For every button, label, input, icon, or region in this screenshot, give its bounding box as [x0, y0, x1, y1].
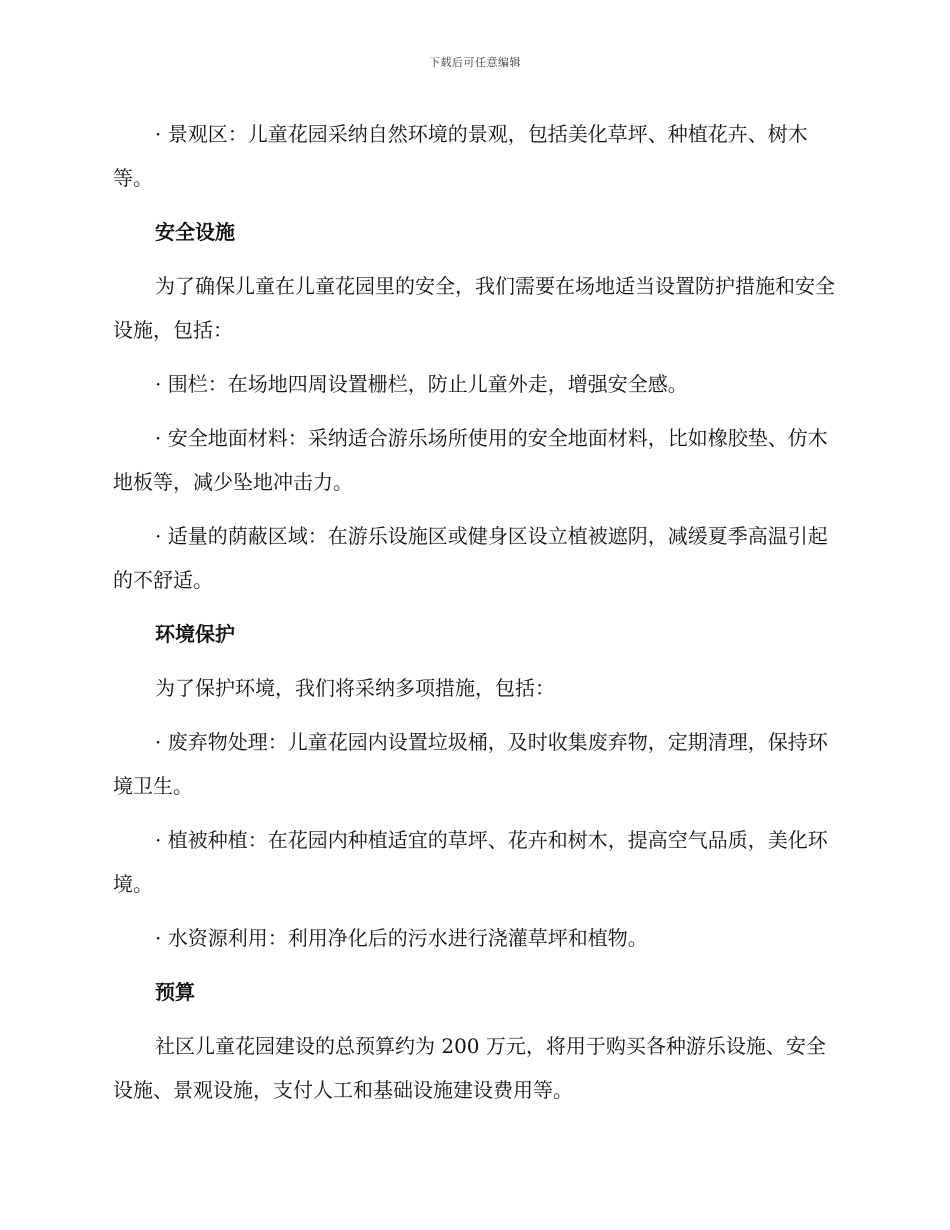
section-heading-budget: 预算 — [155, 980, 195, 1004]
paragraph-waste: · 废弃物处理：儿童花园内设置垃圾桶，及时收集废弃物，定期清理，保持环境卫生。 — [113, 730, 828, 798]
paragraph-environment-intro: 为了保护环境，我们将采纳多项措施，包括： — [155, 676, 555, 700]
section-heading-environment: 环境保护 — [155, 622, 235, 646]
document-body — [113, 112, 838, 1122]
paragraph-shade-area: · 适量的荫蔽区域：在游乐设施区或健身区设立植被遮阴，减缓夏季高温引起的不舒适。 — [113, 524, 828, 592]
paragraph-budget: 社区儿童花园建设的总预算约为 200 万元，将用于购买各种游乐设施、安全设施、景观设施，支付人工和基础设施建设费用等。 — [113, 1034, 826, 1102]
page-header: 下载后可任意编辑 — [429, 56, 521, 69]
section-heading-safety: 安全设施 — [155, 220, 235, 244]
paragraph-safety-ground: · 安全地面材料：采纳适合游乐场所使用的安全地面材料，比如橡胶垫、仿木地板等，减少坠地冲击力。 — [113, 426, 828, 494]
paragraph-water: · 水资源利用：利用净化后的污水进行浇灌草坪和植物。 — [155, 926, 648, 950]
paragraph-vegetation: · 植被种植：在花园内种植适宜的草坪、花卉和树木，提高空气品质，美化环境。 — [113, 828, 828, 896]
paragraph-safety-intro: 为了确保儿童在儿童花园里的安全，我们需要在场地适当设置防护措施和安全设施，包括： — [113, 274, 835, 342]
paragraph-landscape-area: · 景观区：儿童花园采纳自然环境的景观，包括美化草坪、种植花卉、树木等。 — [113, 122, 808, 190]
paragraph-fence: · 围栏：在场地四周设置栅栏，防止儿童外走，增强安全感。 — [155, 372, 688, 396]
